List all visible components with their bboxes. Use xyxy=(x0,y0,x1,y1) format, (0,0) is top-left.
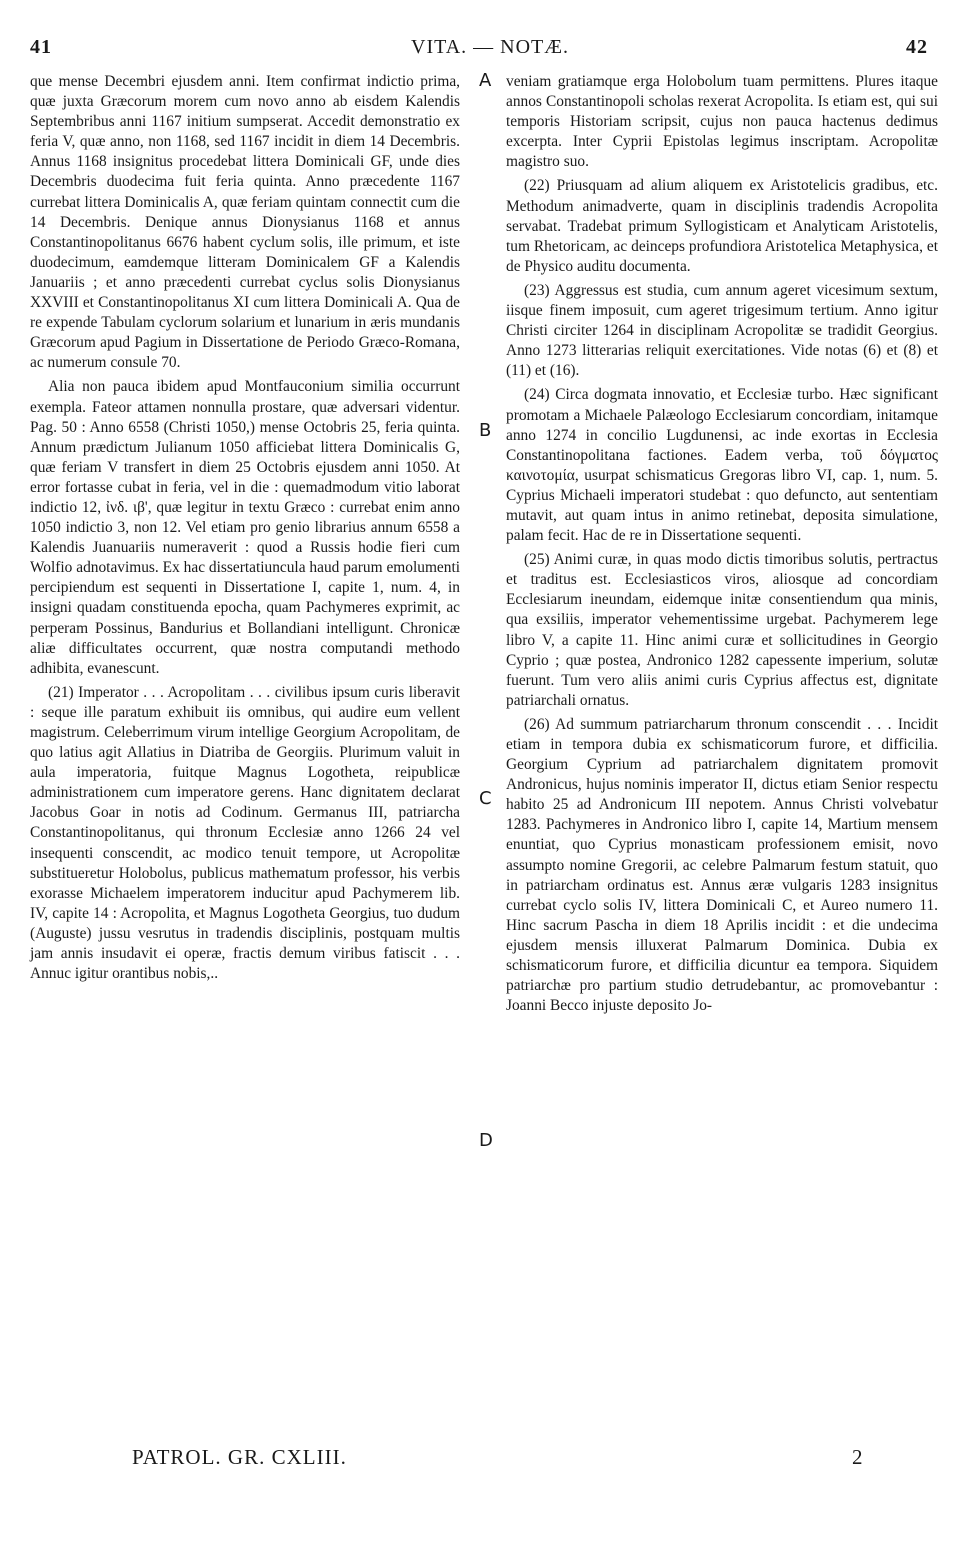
note-26: (26) Ad summum patriarcharum thronum conscendit . . . Incidit etiam in tempora dubia ex schismaticorum furore, et difficilia. Georgium Cyprium ad patriarchalem dignitatem promovit Andronicus, hujus nominis imperator II, dictus etiam Senior respectu habito 25 ad Andronicum III nepotem. Annus Christi volvebatur 1283. Pachymeres in Andronico libro I, capite 14, Martium mensem enuntiat, quo Cyprius monasticam professionem emisit, novo assumpto nomine Gregorii, ac celebre Palmarum festum statuit, quo in patriarcham ordinatus est. Annus æræ vulgaris 1283 insignitus currebat cyclo solis IV, littera Dominicali C, et Aureo numero 11. Hinc sacrum Pascha in diem 18 Aprilis incidit : et die undecima ejusdem mensis illuxerat Palmarum Dominica. Dubia ex schismaticorum furore, et difficilia dicuntur ea tempora. Siquidem patriarchæ pro partium studio detrudebantur, ac promovebantur : Joanni Becco injuste deposito Jo- xyxy=(506,715,938,1015)
left-page-number: 41 xyxy=(30,36,52,58)
running-title: VITA. — NOTÆ. xyxy=(411,36,570,58)
note-24: (24) Circa dogmata innovatio, et Ecclesiæ turbo. Hæc significant promotam a Michaele Palæologo Ecclesiarum concordiam, initamque anno 1274 in concilio Lugdunensi, ac inde exortas in Ecclesia Constantinopolitana factiones. Eadem verba, τοῦ δόγματος καινοτομία, usurpat schismaticus Gregoras libro VI, cap. 1, num. 5. Cyprius Michaeli imperatori studebat : quo defuncto, aut sententiam mutavit, aut quam intus in animo retinebat, deposita simulatione, palam fecit. Hac de re in Dissertatione sequenti. xyxy=(506,386,938,545)
note-21: (21) Imperator . . . Acropolitam . . . civilibus ipsum curis liberavit : seque ille paratum exhibuit iis omnibus, qui audire eum vellent magistrum. Celeberrimum virum intellige Georgium Acropolitam, de quo latius agit Allatius in Diatriba de Georgiis. Plurimum valuit in aula imperatoria, fuitque Magnus Logotheta, reipublicæ administrationem cum imperatore gerens. Hanc dignitatem declarat Jacobus Goar in notis ad Codinum. Germanus III, patriarcha Constantinopolitanus, qui thronum Ecclesiæ anno 1266 24 vel insequenti conscendit, ac modico tenuit tempore, ut Acropolitæ substitueretur Holobolus, publicus mathematum professor, his verbis exorasse Michaelem imperatorem inducitur apud Pachymerem lib. IV, capite 14 : Acropolita, et Magnus Logotheta Georgius, tuo dudum (Auguste) jussu vesrutus in tradendis disciplinis, postquam multis jam annis insudavit ei operæ, fractis demum viribus fatiscit . . . Annuc igitur orantibus nobis,.. xyxy=(30,683,460,983)
margin-marker-d: D xyxy=(479,1130,493,1151)
margin-marker-c: C xyxy=(479,788,492,809)
paragraph: veniam gratiamque erga Holobolum tuam permittens. Plures itaque annos Constantinopoli scholas rexerat Acropolita. Is etiam est, qui sui temporis Historiam scripsit, cujus non pauca hactenus dedimus excerpta. Inter Cyprii Epistolas legimus inscriptam. Acropolitæ magistro suo. xyxy=(506,73,938,171)
margin-marker-a: A xyxy=(479,70,492,91)
note-25: (25) Animi curæ, in quas modo dictis timoribus solutis, pertractus et traditus est. Ecclesiasticos viros, aliosque ad concordiam Ecclesiarum ineundam, eidemque initæ consentiendum qua minis, qua exsiliis, imperator vehementissime urgebat. Pachymerem lege libro V, a capite 11. Hinc animi curæ et sollicitudines in Georgio Cyprio ; quæ postea, Andronico 1282 capessente imperium, solutæ fuerunt. Tum vero aliis animi curis Cyprius affectus est, dignitate patriarchali ornatus. xyxy=(506,551,938,709)
paragraph: que mense Decembri ejusdem anni. Item confirmat indictio prima, quæ juxta Græcorum morem cum novo anno ab eisdem Kalendis Septembribus anni 1167 initium sumpserat. Accedit demonstratio ex feria V, quæ anno, non 1168, sed 1167 incidit in diem 14 Decembris. Annus 1168 insignitus procedebat littera Dominicali GF, unde dies Decembris duodecima fuit feria quinta. Anno præcedente 1167 currebat littera Dominicalis A, quæ feriam quintam connectit cum die 14 Decembris. Denique annus Dionysianus 1168 et annus Constantinopolitanus 6676 habent cyclum solis, ille primum, et iste duodecimum, eamdemque litteram Dominicalem GF a Kalendis Januariis ; et anno præcedenti currebat cyclus solis Dionysianus XXVIII et Constantinopolitanus XI cum littera Dominicali A. Qua de re expende Tabulam cyclorum solarium et lunarium in æris mundanis Græcorum apud Pagium in Dissertatione de Periodo Græco-Romana, ac numerum consule 70. xyxy=(30,73,460,372)
footer-series: PATROL. GR. CXLIII. xyxy=(132,1445,347,1469)
footer-signature: 2 xyxy=(852,1445,864,1469)
margin-marker-b: B xyxy=(479,420,492,441)
right-page-number: 42 xyxy=(906,36,928,58)
note-23: (23) Aggressus est studia, cum annum ageret vicesimum sextum, iisque finem imposuit, cum ageret trigesimum tertium. Anno igitur Christi circiter 1264 in disciplinam Acropolitæ se tradidit Georgius. Anno 1273 litterarias reliquit exercitationes. Vide notas (6) et (8) et (11) et (16). xyxy=(506,281,938,380)
paragraph: Alia non pauca ibidem apud Montfauconium similia occurrunt exempla. Fateor attamen nonnulla prostare, quæ adversari videntur. Pag. 50 : Anno 6558 (Christi 1050,) mense Octobris 25, feria quinta. Annum prædictum Julianum 1050 afficiebat littera Dominicalis G, quæ feriam V transfert in diem 25 Octobris ejusdem anni 1050. At error fortasse cubat in feria, vel in die : quemadmodum vitio laborat indictio 12, ἰνδ. ιβ', quæ legitur in textu Græco : currebat enim anno 1050 indictio 3, non 12. Vel etiam pro genio librarius annum 6558 a Kalendis Juanuariis numeraverit : quod a Russis hodie fieri cum Wolfio adnotavimus. Ex hac dissertatiuncula haud parum emolumenti percipiendum est sequenti in Dissertatione I, capite 1, num. 4, in insigni quadam constituenda epocha, quam Pachymeres exprimit, ac perperam Possinus, Bandurius et Bollandiani intelligunt. Chronicæ aliæ difficultates occurrent, quæ nostra computandi methodo adhibita, evanescunt. xyxy=(30,378,460,677)
right-column xyxy=(506,72,938,1020)
note-22: (22) Priusquam ad alium aliquem ex Aristotelicis gradibus, etc. Methodum animadverte, quam in disciplinis tradendis Acropolita servabat. Tradebat primum Syllogisticam et Analyticam Aristotelis, tum Rhetoricam, ac deinceps profundiora Aristotelica Metaphysica, et de Physico auditu documenta. xyxy=(506,177,938,275)
left-column xyxy=(30,72,460,988)
